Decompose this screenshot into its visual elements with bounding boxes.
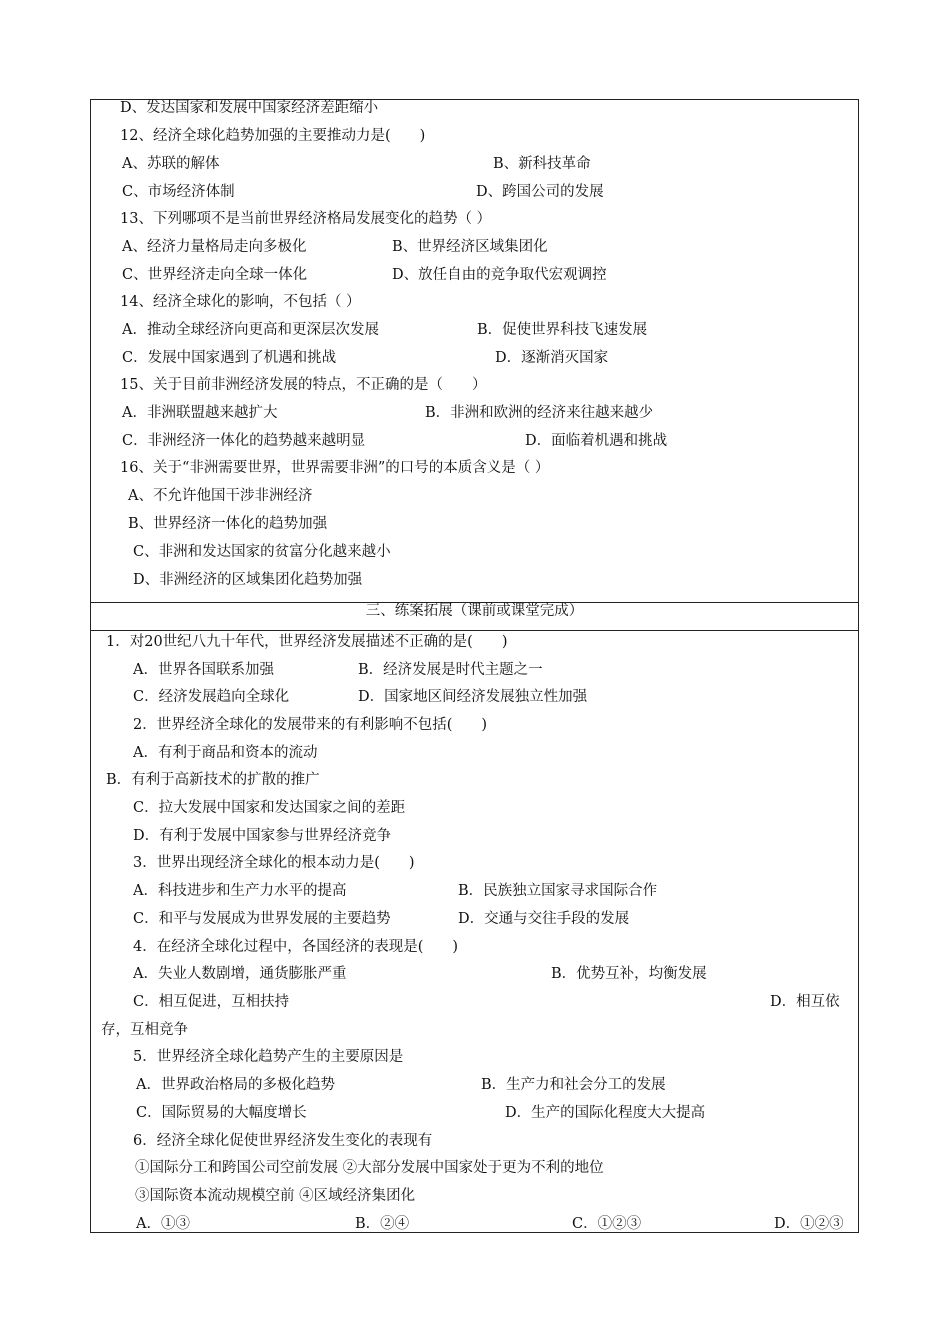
q11-option-d: D、发达国家和发展中国家经济差距缩小 (120, 100, 379, 116)
q14-stem: 14、经济全球化的影响，不包括（ ） (120, 294, 361, 310)
ex1-option-d: D．国家地区间经济发展独立性加强 (358, 689, 588, 705)
q14-option-b: B．促使世界科技飞速发展 (477, 322, 648, 338)
ex4-option-d-cont: 存，互相竞争 (101, 1022, 188, 1038)
ex6-option-d: D．①②③ (774, 1216, 844, 1232)
q12-option-b: B、新科技革命 (493, 156, 591, 172)
ex3-stem: 3．世界出现经济全球化的根本动力是( ) (133, 855, 415, 871)
row-divider-bottom (91, 630, 858, 631)
ex1-option-b: B．经济发展是时代主题之一 (358, 662, 543, 678)
section-title: 三、练案拓展（课前或课堂完成） (365, 603, 584, 619)
ex6-option-b: B．②④ (355, 1216, 410, 1232)
ex6-option-c: C．①②③ (572, 1216, 642, 1232)
ex3-option-c: C．和平与发展成为世界发展的主要趋势 (133, 911, 391, 927)
q16-option-a: A、不允许他国干涉非洲经济 (128, 488, 313, 504)
q16-option-b: B、世界经济一体化的趋势加强 (128, 516, 328, 532)
ex3-option-a: A．科技进步和生产力水平的提高 (133, 883, 347, 899)
ex2-option-b: B．有利于高新技术的扩散的推广 (106, 772, 320, 788)
ex1-stem: 1．对20世纪八九十年代，世界经济发展描述不正确的是( ) (106, 634, 508, 650)
ex5-stem: 5．世界经济全球化趋势产生的主要原因是 (133, 1049, 404, 1065)
q15-option-d: D．面临着机遇和挑战 (525, 433, 668, 449)
q16-stem: 16、关于“非洲需要世界，世界需要非洲”的口号的本质含义是（ ） (120, 460, 550, 476)
q13-option-c: C、世界经济走向全球一体化 (122, 267, 308, 283)
q16-option-d: D、非洲经济的区域集团化趋势加强 (133, 572, 363, 588)
q14-option-a: A．推动全球经济向更高和更深层次发展 (122, 322, 379, 338)
ex5-option-d: D．生产的国际化程度大大提高 (505, 1105, 706, 1121)
ex5-option-a: A．世界政治格局的多极化趋势 (136, 1077, 335, 1093)
q15-option-c: C．非洲经济一体化的趋势越来越明显 (122, 433, 366, 449)
ex6-option-a: A．①③ (136, 1216, 190, 1232)
ex6-statements-3-4: ③国际资本流动规模空前 ④区域经济集团化 (135, 1188, 416, 1204)
q13-option-b: B、世界经济区域集团化 (392, 239, 548, 255)
ex5-option-c: C．国际贸易的大幅度增长 (136, 1105, 307, 1121)
q16-option-c: C、非洲和发达国家的贫富分化越来越小 (133, 544, 391, 560)
ex4-option-a: A．失业人数剧增，通货膨胀严重 (133, 966, 347, 982)
ex5-option-b: B．生产力和社会分工的发展 (481, 1077, 666, 1093)
q12-option-a: A、苏联的解体 (122, 156, 220, 172)
ex2-stem: 2．世界经济全球化的发展带来的有利影响不包括( ) (133, 717, 488, 733)
ex2-option-c: C．拉大发展中国家和发达国家之间的差距 (133, 800, 406, 816)
ex6-stem: 6．经济全球化促使世界经济发生变化的表现有 (133, 1133, 433, 1149)
q12-option-c: C、市场经济体制 (122, 184, 235, 200)
ex6-statements-1-2: ①国际分工和跨国公司空前发展 ②大部分发展中国家处于更为不利的地位 (135, 1160, 604, 1176)
ex4-option-c: C．相互促进，互相扶持 (133, 994, 290, 1010)
ex3-option-b: B．民族独立国家寻求国际合作 (458, 883, 658, 899)
q12-stem: 12、经济全球化趋势加强的主要推动力是( ) (120, 128, 426, 144)
q15-stem: 15、关于目前非洲经济发展的特点，不正确的是（ ） (120, 377, 487, 393)
q15-option-b: B．非洲和欧洲的经济来往越来越少 (425, 405, 654, 421)
ex4-stem: 4．在经济全球化过程中，各国经济的表现是( ) (133, 939, 459, 955)
q13-option-d: D、放任自由的竞争取代宏观调控 (392, 267, 607, 283)
ex4-option-b: B．优势互补，均衡发展 (551, 966, 707, 982)
q13-stem: 13、下列哪项不是当前世界经济格局发展变化的趋势（ ） (120, 211, 492, 227)
ex3-option-d: D．交通与交往手段的发展 (458, 911, 630, 927)
q13-option-a: A、经济力量格局走向多极化 (122, 239, 307, 255)
q15-option-a: A．非洲联盟越来越扩大 (122, 405, 278, 421)
ex2-option-a: A．有利于商品和资本的流动 (133, 745, 318, 761)
q14-option-d: D．逐渐消灭国家 (495, 350, 609, 366)
q12-option-d: D、跨国公司的发展 (476, 184, 604, 200)
ex1-option-c: C．经济发展趋向全球化 (133, 689, 290, 705)
ex1-option-a: A．世界各国联系加强 (133, 662, 274, 678)
ex4-option-d: D．相互依 (770, 994, 840, 1010)
q14-option-c: C．发展中国家遇到了机遇和挑战 (122, 350, 337, 366)
ex2-option-d: D．有利于发展中国家参与世界经济竞争 (133, 828, 392, 844)
